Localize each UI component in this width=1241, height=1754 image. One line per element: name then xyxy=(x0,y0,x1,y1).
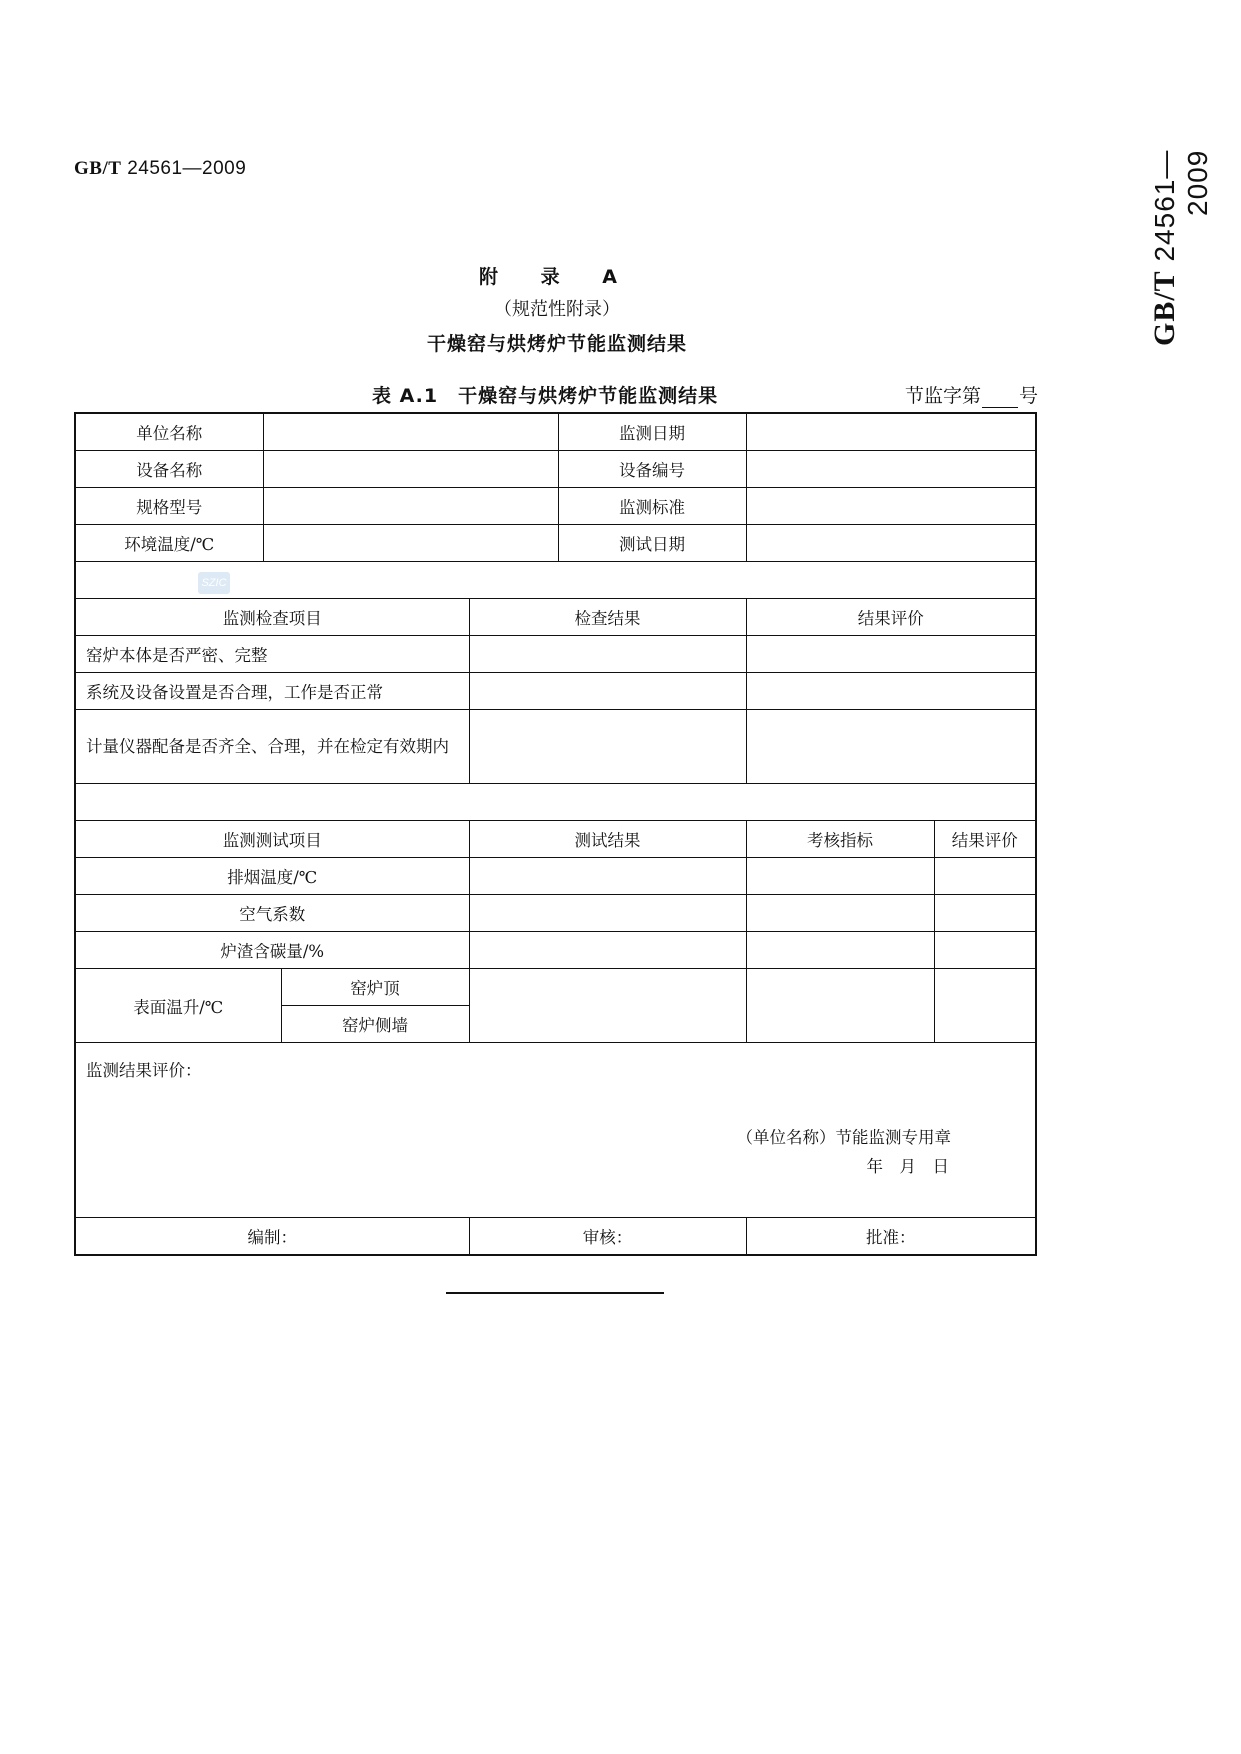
side-standard-prefix: GB/T xyxy=(1148,270,1181,347)
table-number-blank xyxy=(982,389,1018,408)
evaluation-label: 监测结果评价： xyxy=(86,1061,202,1080)
side-standard-number: 24561—2009 xyxy=(1149,150,1213,262)
watermark-logo: SZIC xyxy=(198,572,230,594)
inspection-item: 窑炉本体是否严密、完整 xyxy=(75,636,469,673)
info-row-2 xyxy=(75,451,1036,488)
inspection-result-cell[interactable] xyxy=(469,673,746,710)
testing-eval-cell[interactable] xyxy=(934,932,1036,969)
value-ambient-temp[interactable] xyxy=(263,525,558,562)
monitoring-results-table xyxy=(74,412,1037,1256)
testing-row-3 xyxy=(75,932,1036,969)
inspection-header-row xyxy=(75,599,1036,636)
label-monitor-standard: 监测标准 xyxy=(558,488,746,525)
surface-result-cell[interactable] xyxy=(469,969,746,1043)
value-unit-name[interactable] xyxy=(263,413,558,451)
annex-title: 干燥窑与烘烤炉节能监测结果 xyxy=(426,333,687,355)
annex-heading: 附 录 A xyxy=(479,266,635,288)
inspection-eval-cell[interactable] xyxy=(746,710,1036,784)
inspection-row-2 xyxy=(75,673,1036,710)
evaluation-row xyxy=(75,1043,1036,1218)
header-testing-item: 监测测试项目 xyxy=(75,821,469,858)
header-inspection-item: 监测检查项目 xyxy=(75,599,469,636)
testing-item: 炉渣含碳量/% xyxy=(75,932,469,969)
value-equipment-no[interactable] xyxy=(746,451,1036,488)
testing-row-1 xyxy=(75,858,1036,895)
label-ambient-temp: 环境温度/℃ xyxy=(75,525,263,562)
testing-result-cell[interactable] xyxy=(469,895,746,932)
table-number xyxy=(905,381,1038,408)
info-row-1 xyxy=(75,413,1036,451)
header-inspection-eval: 结果评价 xyxy=(746,599,1036,636)
label-unit-name: 单位名称 xyxy=(75,413,263,451)
testing-eval-cell[interactable] xyxy=(934,895,1036,932)
info-row-3 xyxy=(75,488,1036,525)
label-model: 规格型号 xyxy=(75,488,263,525)
surface-top-label: 窑炉顶 xyxy=(281,969,469,1006)
value-monitor-date[interactable] xyxy=(746,413,1036,451)
label-test-date: 测试日期 xyxy=(558,525,746,562)
inspection-result-cell[interactable] xyxy=(469,710,746,784)
value-model[interactable] xyxy=(263,488,558,525)
spacer-row-1 xyxy=(75,562,1036,599)
spacer-row-2 xyxy=(75,784,1036,821)
inspection-eval-cell[interactable] xyxy=(746,636,1036,673)
stamp-date: 年 月 日 xyxy=(866,1157,949,1176)
testing-result-cell[interactable] xyxy=(469,932,746,969)
signature-reviewed: 审核： xyxy=(469,1218,746,1256)
testing-item: 排烟温度/℃ xyxy=(75,858,469,895)
evaluation-cell[interactable] xyxy=(75,1043,1036,1218)
stamp-block xyxy=(737,1123,952,1181)
signature-row xyxy=(75,1218,1036,1256)
inspection-item: 系统及设备设置是否合理，工作是否正常 xyxy=(75,673,469,710)
inspection-result-cell[interactable] xyxy=(469,636,746,673)
label-equipment-no: 设备编号 xyxy=(558,451,746,488)
surface-temp-row-1 xyxy=(75,969,1036,1006)
surface-eval-cell[interactable] xyxy=(934,969,1036,1043)
surface-index-cell[interactable] xyxy=(746,969,934,1043)
value-test-date[interactable] xyxy=(746,525,1036,562)
surface-side-label: 窑炉侧墙 xyxy=(281,1006,469,1043)
spacer-cell xyxy=(75,562,1036,599)
stamp-text: （单位名称）节能监测专用章 xyxy=(736,1128,951,1147)
inspection-eval-cell[interactable] xyxy=(746,673,1036,710)
spacer-cell xyxy=(75,784,1036,821)
table-number-prefix: 节监字第 xyxy=(905,385,982,407)
table-caption: 表 A.1 干燥窑与烘烤炉节能监测结果 xyxy=(372,385,719,407)
surface-temp-label: 表面温升/℃ xyxy=(75,969,281,1043)
inspection-row-3 xyxy=(75,710,1036,784)
info-row-4 xyxy=(75,525,1036,562)
standard-code-header xyxy=(74,158,246,180)
inspection-item: 计量仪器配备是否齐全、合理，并在检定有效期内 xyxy=(75,710,469,784)
value-monitor-standard[interactable] xyxy=(746,488,1036,525)
standard-code-side xyxy=(1148,150,1214,400)
end-rule xyxy=(446,1292,664,1294)
label-monitor-date: 监测日期 xyxy=(558,413,746,451)
testing-eval-cell[interactable] xyxy=(934,858,1036,895)
signature-prepared: 编制： xyxy=(75,1218,469,1256)
label-equipment-name: 设备名称 xyxy=(75,451,263,488)
signature-approved: 批准： xyxy=(746,1218,1036,1256)
testing-row-2 xyxy=(75,895,1036,932)
testing-header-row xyxy=(75,821,1036,858)
testing-item: 空气系数 xyxy=(75,895,469,932)
testing-index-cell[interactable] xyxy=(746,858,934,895)
header-testing-index: 考核指标 xyxy=(746,821,934,858)
annex-type: （规范性附录） xyxy=(494,299,620,320)
header-inspection-result: 检查结果 xyxy=(469,599,746,636)
value-equipment-name[interactable] xyxy=(263,451,558,488)
header-testing-eval: 结果评价 xyxy=(934,821,1036,858)
testing-index-cell[interactable] xyxy=(746,932,934,969)
inspection-row-1 xyxy=(75,636,1036,673)
header-testing-result: 测试结果 xyxy=(469,821,746,858)
standard-number: 24561—2009 xyxy=(127,158,247,179)
testing-result-cell[interactable] xyxy=(469,858,746,895)
standard-prefix: GB/T xyxy=(74,158,122,179)
table-number-suffix: 号 xyxy=(1019,385,1039,407)
testing-index-cell[interactable] xyxy=(746,895,934,932)
